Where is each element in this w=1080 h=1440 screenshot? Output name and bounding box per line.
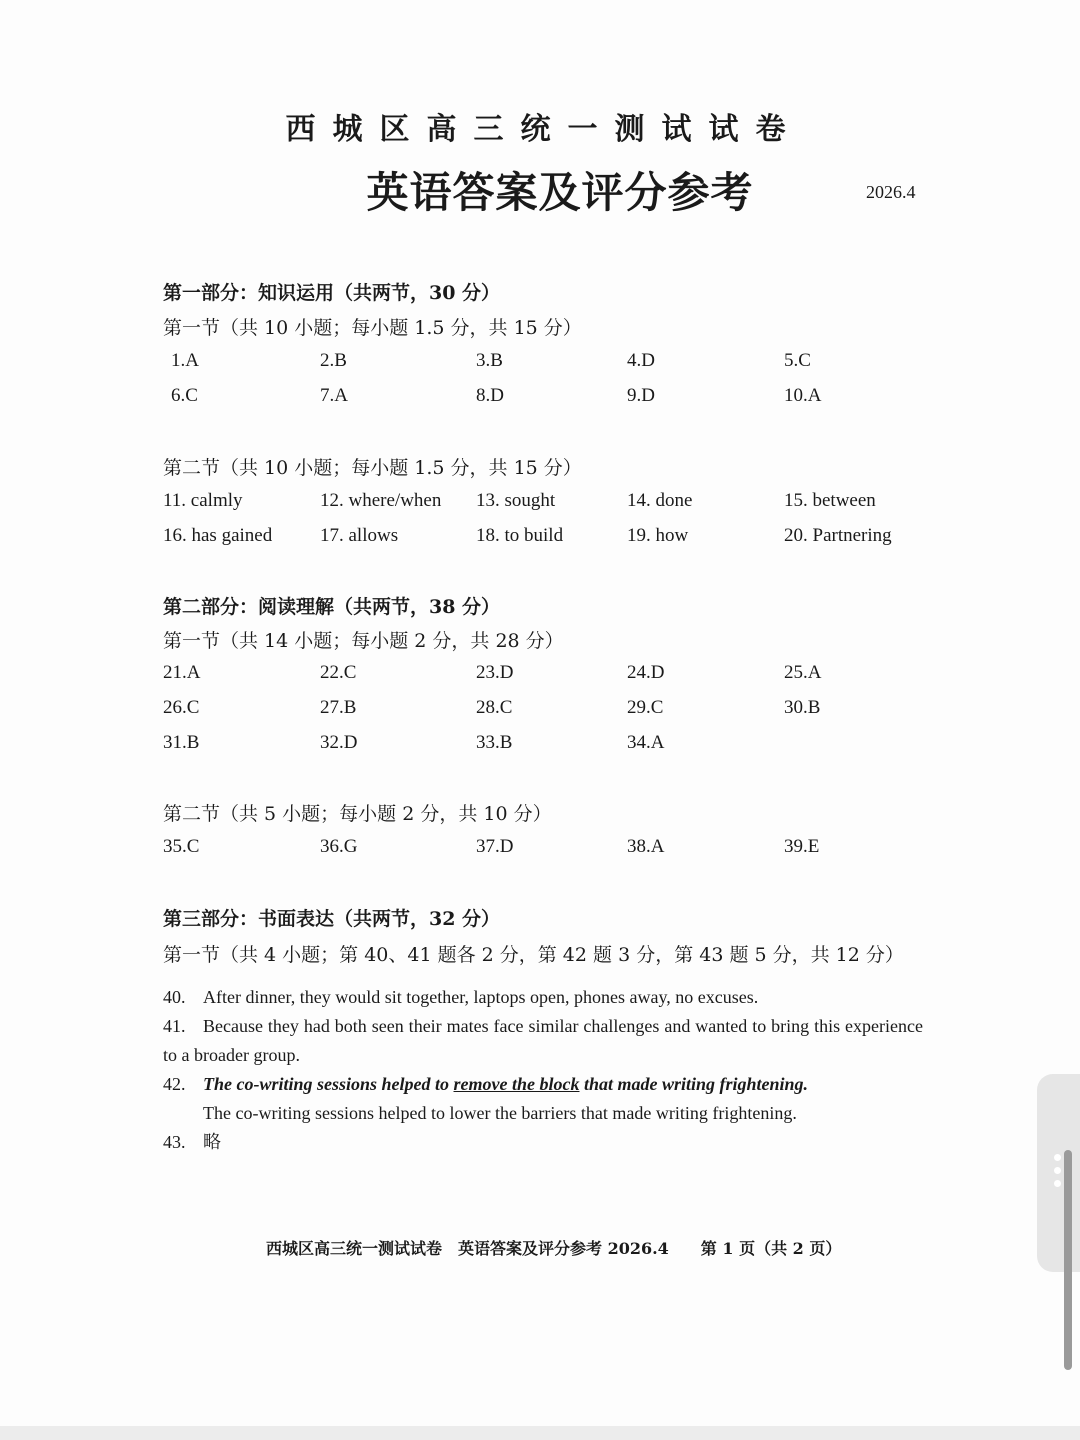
question-number: 43. xyxy=(163,1132,186,1152)
answer-item: 11. calmly xyxy=(163,490,243,511)
part1-section2-heading: 第二节（共 10 小题；每小题 1.5 分，共 15 分） xyxy=(163,457,582,479)
answer-item: 2.B xyxy=(320,350,347,371)
answer-item: 15. between xyxy=(784,490,876,511)
answer-text: The co-writing sessions helped to lower the barriers that made writing frightening. xyxy=(203,1103,797,1123)
answer-text: 略 xyxy=(203,1132,221,1152)
answer-item: 27.B xyxy=(320,697,357,718)
answer-item: 16. has gained xyxy=(163,525,273,546)
answer-item: 33.B xyxy=(476,732,513,753)
answer-item: 10.A xyxy=(784,385,822,406)
bottom-edge xyxy=(0,1426,1080,1440)
answer-text: Because they had both seen their mates face similar challenges and wanted to bring this experience to a broader group. xyxy=(163,1016,923,1065)
answer-item: 6.C xyxy=(171,385,198,406)
underlined-phrase: remove the block xyxy=(453,1074,580,1094)
more-dots-icon[interactable] xyxy=(1054,1154,1062,1193)
answer-item: 19. how xyxy=(627,525,689,546)
answer-item: 21.A xyxy=(163,662,201,683)
question-number: 42. xyxy=(163,1074,186,1094)
answer-item: 29.C xyxy=(627,697,664,718)
answer-item: 35.C xyxy=(163,836,200,857)
document-title: 英语答案及评分参考 xyxy=(366,168,754,217)
answer-item: 18. to build xyxy=(476,525,564,546)
answer-item: 24.D xyxy=(627,662,665,683)
answer-item: 4.D xyxy=(627,350,655,371)
answer-item: 17. allows xyxy=(320,525,399,546)
answer-text: After dinner, they would sit together, laptops open, phones away, no excuses. xyxy=(203,987,759,1007)
answer-item: 31.B xyxy=(163,732,200,753)
answer-item: 13. sought xyxy=(476,490,556,511)
answer-item: 34.A xyxy=(627,732,665,753)
answer-item: 30.B xyxy=(784,697,821,718)
question-number: 41. xyxy=(163,1016,186,1036)
document-date: 2026.4 xyxy=(866,182,916,202)
original-sentence-prefix: The co-writing sessions helped to xyxy=(203,1074,454,1094)
answer-item: 5.C xyxy=(784,350,811,371)
answer-item: 9.D xyxy=(627,385,655,406)
answer-item: 20. Partnering xyxy=(784,525,892,546)
answer-item: 39.E xyxy=(784,836,820,857)
answer-item: 8.D xyxy=(476,385,504,406)
question-number: 40. xyxy=(163,987,186,1007)
answer-item: 3.B xyxy=(476,350,503,371)
answer-41 xyxy=(163,1012,923,1070)
answer-item: 26.C xyxy=(163,697,200,718)
answer-item: 12. where/when xyxy=(320,490,442,511)
answer-43 xyxy=(163,1128,923,1157)
answer-item: 25.A xyxy=(784,662,822,683)
part1-section1-heading: 第一节（共 10 小题；每小题 1.5 分，共 15 分） xyxy=(163,317,582,339)
part3-section1-heading: 第一节（共 4 小题；第 40、41 题各 2 分，第 42 题 3 分，第 43 题 5 分，共 12 分） xyxy=(163,944,904,966)
part2-section2-heading: 第二节（共 5 小题；每小题 2 分，共 10 分） xyxy=(163,803,552,825)
original-sentence-suffix: that made writing frightening. xyxy=(579,1074,809,1094)
answer-42 xyxy=(163,1070,923,1128)
answer-item: 22.C xyxy=(320,662,357,683)
answer-item: 32.D xyxy=(320,732,358,753)
answer-item: 38.A xyxy=(627,836,665,857)
part2-section1-heading: 第一节（共 14 小题；每小题 2 分，共 28 分） xyxy=(163,630,564,652)
scrollbar[interactable] xyxy=(1064,1150,1072,1370)
answer-item: 36.G xyxy=(320,836,358,857)
part3-heading: 第三部分：书面表达（共两节，32 分） xyxy=(163,908,501,930)
answer-item: 7.A xyxy=(320,385,348,406)
exam-title: 西城区高三统一测试试卷 xyxy=(285,112,803,147)
answer-40 xyxy=(163,983,923,1012)
answer-item: 28.C xyxy=(476,697,513,718)
answer-item: 14. done xyxy=(627,490,693,511)
answer-item: 37.D xyxy=(476,836,514,857)
part1-heading: 第一部分：知识运用（共两节，30 分） xyxy=(163,282,501,304)
page-footer: 西城区高三统一测试试卷 英语答案及评分参考 2026.4 第 1 页（共 2 页） xyxy=(266,1239,842,1258)
part2-heading: 第二部分：阅读理解（共两节，38 分） xyxy=(163,596,501,618)
answer-item: 1.A xyxy=(171,350,199,371)
answer-item: 23.D xyxy=(476,662,514,683)
